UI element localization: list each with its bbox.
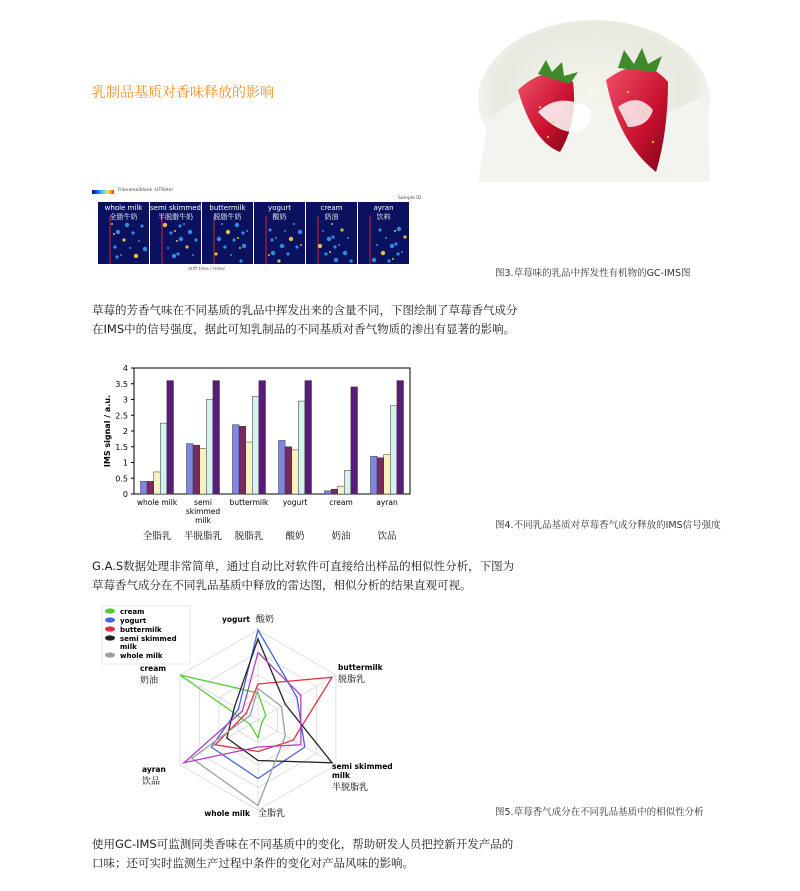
bar [371,456,378,494]
y-tick-label: 4 [122,364,128,373]
radar-axis-label: milk [332,771,350,780]
y-axis-label: IMS signal / a.u. [103,394,112,468]
legend-swatch [105,626,115,631]
y-tick-label: 0 [122,490,128,499]
fig3-caption: 图3.草莓味的乳品中挥发性有机物的GC-IMS图 [495,268,691,279]
strip-label-en: whole milk [104,204,143,212]
y-tick-label: 1 [122,458,128,468]
y-tick-label: 3.5 [115,379,128,389]
x-tick-label-zh: 脱脂乳 [234,531,264,542]
legend-swatch [105,608,115,613]
fig5-caption: 图5.草莓香气成分在不同乳品基质中的相似性分析 [495,807,704,818]
legend-label: buttermilk [120,626,162,634]
strip-label-zh: 脱脂牛奶 [213,213,242,221]
bar [259,381,266,494]
paragraph-2 [92,557,514,595]
bar [252,396,259,494]
x-tick-label-zh: 酸奶 [285,531,305,542]
ims-signal-bar-chart [100,362,420,542]
fig3-header-small: Filename/blank -UTRetel [118,188,173,193]
bar [213,381,220,494]
ims-strip [98,202,149,264]
bar [206,400,213,495]
radar-axis-label: cream [140,664,167,673]
paragraph-1-line-1: 草莓的芳香气味在不同基质的乳品中挥发出来的含量不同，下图绘制了草莓香气成分 [92,303,518,317]
bar [292,450,299,494]
radar-series-line [184,653,301,763]
bar [160,423,167,494]
bar [147,481,154,494]
paragraph-1 [92,301,518,339]
strip-label-zh: 酸奶 [272,213,287,221]
legend-swatch [105,617,115,622]
legend-label: whole milk [120,652,163,660]
strip-label-en: ayran [373,204,394,212]
bar [187,444,194,494]
radar-axis-label-zh: 全脂乳 [258,809,286,819]
legend-label: yogurt [120,617,147,625]
radar-axis-label: semi skimmed [332,762,393,771]
bar [141,481,148,494]
x-tick-label-zh: 全脂乳 [142,531,172,542]
radar-axis-label-zh: 饮品 [142,777,161,787]
x-tick-label: skimmed [185,507,221,516]
x-tick-label-zh: 半脱脂乳 [183,531,223,542]
bar [397,381,404,494]
strip-label-en: buttermilk [209,204,246,212]
ims-strip [202,202,253,264]
fig3-header-right: Sample ID [398,196,422,201]
x-tick-label-zh: 饮品 [377,531,397,542]
bar [233,425,240,494]
fig3-x-axis-label: drift time / msec [188,267,226,272]
ims-strip [254,202,305,264]
paragraph-2-line-1: G.A.S数据处理非常简单，通过自动比对软件可直接给出样品的相似性分析，下图为 [92,559,515,573]
bar [285,447,292,494]
radar-axis-label: whole milk [204,809,250,818]
paragraph-2-line-2: 草莓香气成分在不同乳品基质中释放的雷达图，相似分析的结果直观可视。 [92,578,472,592]
legend-label: semi skimmed [120,635,177,643]
strip-label-zh: 全脂牛奶 [109,213,138,221]
bar [193,445,200,494]
x-tick-label: whole milk [136,498,178,507]
radar-axis-label-zh: 半脱脂乳 [332,783,369,793]
color-scale [92,190,114,194]
x-tick-label: yogurt [282,498,308,507]
y-tick-label: 2 [122,427,128,436]
paragraph-3 [92,835,513,873]
strip-label-zh: 奶油 [324,213,339,221]
bar [154,472,161,494]
strip-label-zh: 半脱脂牛奶 [158,213,193,221]
legend-label: milk [120,643,137,651]
strip-label-en: semi skimmed [150,204,201,212]
x-tick-label: milk [195,516,211,525]
y-tick-label: 2.5 [115,411,128,421]
paragraph-3-line-1: 使用GC-IMS可监测同类香味在不同基质中的变化，帮助研发人员把控新开发产品的 [92,837,514,851]
y-tick-label: 1.5 [115,442,128,452]
y-tick-label: 0.5 [115,474,128,484]
plot-frame [134,368,410,494]
legend-swatch [105,652,115,657]
bar [384,455,391,494]
y-axis-ticks: · · · · · · · [408,203,410,256]
paragraph-3-line-2: 口味；还可实时监测生产过程中条件的变化对产品风味的影响。 [92,856,414,870]
strip-label-en: cream [320,204,343,212]
x-tick-label: buttermilk [229,498,269,507]
strip-label-zh: 饮料 [376,213,391,221]
radar-axis-label-zh: 脱脂乳 [338,675,366,685]
paragraph-1-line-2: 在IMS中的信号强度，据此可知乳制品的不同基质对香气物质的渗出有显著的影响。 [92,322,516,336]
bar [167,381,174,494]
radar-axis-label: ayran [142,765,166,774]
radar-axis-label-zh: 奶油 [140,676,159,686]
radar-axis-label: yogurt [221,615,250,624]
ims-strip [150,202,201,264]
radar-axis-label: buttermilk [338,663,383,672]
bar [331,489,338,494]
bar [390,406,397,494]
bar [344,470,351,494]
ims-strip [358,202,409,264]
bar [239,426,246,494]
legend-label: cream [120,608,145,616]
gc-ims-figure [92,190,422,272]
bar [246,442,253,494]
x-tick-label-zh: 奶油 [331,531,351,542]
similarity-radar-chart [100,604,430,844]
bar [325,491,332,494]
radar-axis-label-zh: 酸奶 [256,615,275,625]
bar [351,387,358,494]
legend-swatch [105,635,115,640]
y-tick-label: 3 [122,395,128,405]
bar [200,448,207,494]
bar [377,458,384,494]
page-title: 乳制品基质对香味释放的影响 [92,85,274,101]
bar [279,440,286,494]
fig4-caption: 图4.不同乳品基质对草莓香气成分释放的IMS信号强度 [495,520,721,531]
bar [338,486,345,494]
bar [298,401,305,494]
strip-label-en: yogurt [268,204,291,212]
x-tick-label: cream [329,498,353,507]
x-tick-label: semi [194,498,212,507]
x-tick-label: ayran [376,498,398,507]
ims-strip [306,202,357,264]
bar [305,381,312,494]
strawberry-milk-photo [478,12,710,182]
